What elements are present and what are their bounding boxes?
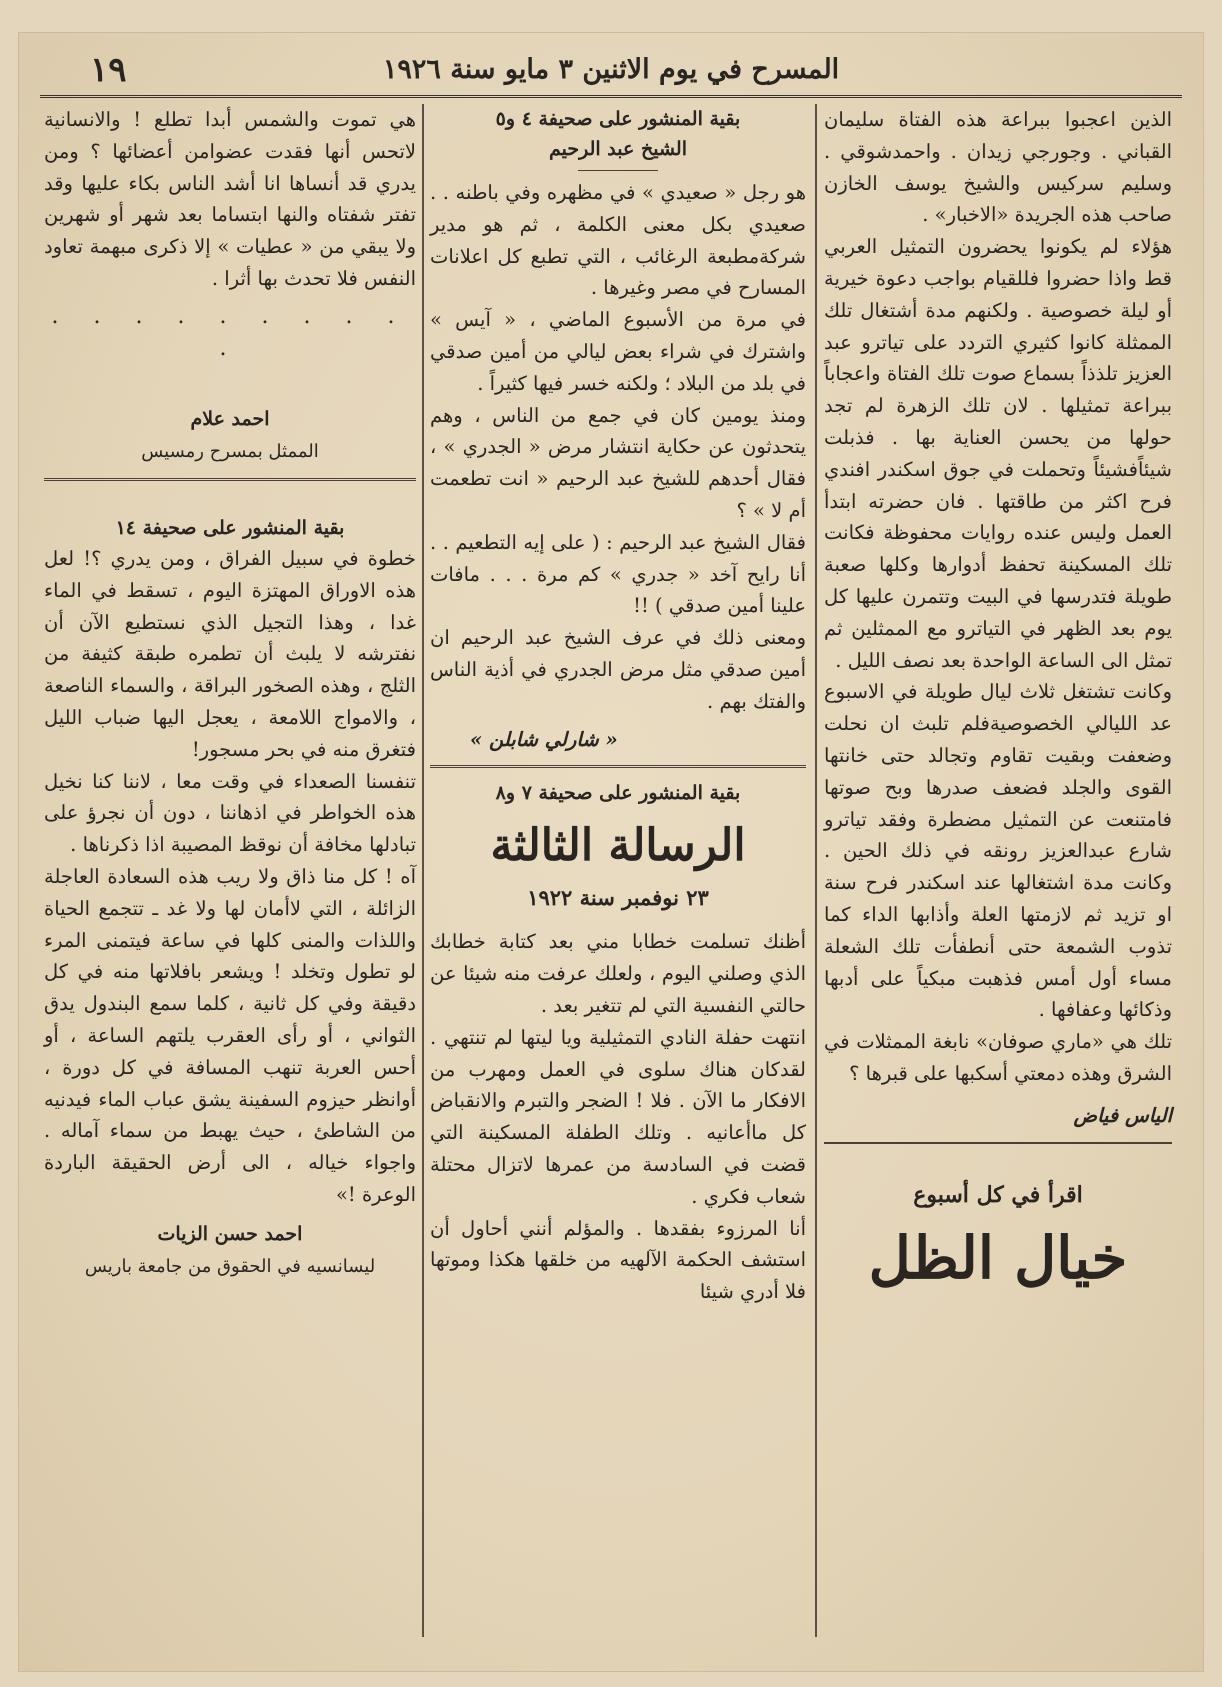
article-paragraph: آه ! كل منا ذاق ولا ريب هذه السعادة العاجلة الزائلة ، التي لاأمان لها ولا غد ـ تتجمع الحياة واللذات والمنى كلها في ساعة فيتمنى المرء لو تطول وتخلد ! ويشعر بافلاتها منه في كل دقيقة وفي كل ثانية ، كلما سمع البندول يدق الثواني ، أو رأى العقرب يلتهم الساعة ، أو أحس العربة تنهب المسافة في كل دورة ، أوانظر حيزوم السفينة يشق عباب الماء فيدنيه من الشاطئ ، حيث يهبط من سماء آماله . واجواء خياله ، الى أرض الحقيقة الباردة الوعرة !»: [44, 864, 416, 1206]
header-title: المسرح في يوم الاثنين ٣ مايو سنة ١٩٢٦: [382, 54, 840, 85]
section-divider: [824, 1142, 1172, 1144]
continuation-note: بقية المنشور على صحيفة ٧ و٨: [495, 782, 741, 805]
author-signature: الياس فياض: [1073, 1103, 1172, 1127]
article-paragraph: تنفسنا الصعداء في وقت معا ، لاننا كنا نخيل هذه الخواطر في اذهاننا ، دون أن نجرؤ على تبادلها مخافة أن نوقظ المصيبة اذا ذكرناها .: [44, 769, 416, 857]
ad-tagline: اقرأ في كل أسبوع: [913, 1181, 1083, 1208]
article-title: الشيخ عبد الرحيم: [549, 138, 687, 160]
author-signature: « شارلي شابلن »: [470, 727, 618, 751]
article-paragraph: خطوة في سبيل الفراق ، ومن يدري ؟! لعل هذه الاوراق المهتزة اليوم ، تسقط في الماء غدا ، وهذا التجيل الذي نستطيع الآن أن نفترشه لا يلبث أن تطمره طبقة كثيفة من الثلج ، وهذه الصخور البراقة ، والسماء الناصعة ، والامواج اللامعة ، يعجل اليها ضباب الليل فتغرق منه في بحر مسجور!: [44, 546, 416, 761]
author-signature: احمد علام: [190, 408, 270, 431]
author-title: ليسانسيه في الحقوق من جامعة باريس: [84, 1255, 376, 1277]
article-paragraph: هو رجل « صعيدي » في مظهره وفي باطنه . . صعيدي بكل معنى الكلمة ، ثم هو مدير شركةمطبعة الرغائب ، التي تطبع كل اعلانات المسارح في مصر وغيرها .: [430, 181, 806, 300]
left-column: [44, 104, 416, 1639]
column-divider-right: [815, 104, 817, 1637]
article-paragraph: هي تموت والشمس أبدا تطلع ! والانسانية لاتحس أنها فقدت عضوامن أعضائها ؟ ومن يدري قد أنساها انا أشد الناس بكاء عليها وقد تفتر شفتاه والنها ابتساما بعد شهر أو شهرين ولا يبقي من « عطيات » إلا ذكرى مبهمة تعاود النفس فلا تحدث بها أثرا .: [44, 108, 416, 290]
article-headline: الرسالة الثالثة: [490, 820, 746, 872]
ellipsis-separator: . . . . . . . . . .: [51, 303, 409, 361]
ad-publication-name: خيال الظل: [868, 1223, 1128, 1292]
article-paragraph: أظنك تسلمت خطابا مني بعد كتابة خطابك الذي وصلني اليوم ، ولعلك عرفت منه شيئا عن حالتي النفسية التي لم تتغير بعد .: [430, 930, 806, 1017]
middle-column: [430, 104, 806, 1639]
page-number: ١٩: [90, 50, 127, 90]
article-paragraph: فقال الشيخ عبد الرحيم : ( على إيه التطعيم . . أنا رايح آخد « جدري » كم مرة . . . مافات علينا أمين صدقي ) !!: [430, 530, 806, 618]
title-underline: [578, 170, 658, 171]
article-paragraph: الذين اعجبوا ببراعة هذه الفتاة سليمان القباني . وجورجي زيدان . واحمدشوقي . وسليم سركيس والشيخ يوسف الخازن صاحب هذه الجريدة «الاخبار» .: [824, 108, 1172, 227]
article-paragraph: تلك هي «ماري صوفان» نابغة الممثلات في الشرق وهذه دمعتي أسكبها على قبرها ؟: [824, 1030, 1172, 1085]
author-title: الممثل بمسرح رمسيس: [141, 441, 319, 463]
article-paragraph: وكانت تشتغل ثلاث ليال طويلة في الاسبوع عد الليالي الخصوصيةفلم تلبث ان نحلت وضعفت وبقيت تقاوم وتجالد حتى خانتها القوى والجلد فضعف صدرها وبح صوتها فامتنعت عن التمثيل مضطرة وفقد تياترو شارع عبدالعزيز رونقه في ذلك الحين . وكانت مدة اشتغالها عند اسكندر فرح سنة او تزيد ثم لازمتها العلة وأذابها الداء كما تذوب الشمعة حتى أنطفأت تلك الشعلة مساء أول أمس فذهبت مبكياً على أدبها وذكائها وعفافها .: [824, 680, 1172, 1022]
right-column: [824, 104, 1172, 1639]
article-paragraph: ومنذ يومين كان في جمع من الناس ، وهم يتحدثون عن حكاية انتشار مرض « الجدري » ، فقال أحدهم للشيخ عبد الرحيم « انت تطعمت أم لا » ؟: [430, 403, 806, 522]
article-paragraph: في مرة من الأسبوع الماضي ، « آيس » واشترك في شراء بعض ليالي من أمين صدقي في بلد من البلاد ؛ ولكنه خسر فيها كثيراً .: [430, 308, 806, 395]
column-divider-left: [422, 104, 424, 1637]
continuation-note: بقية المنشور على صحيفة ١٤: [115, 516, 345, 539]
article-paragraph: انتهت حفلة النادي التمثيلية ويا ليتها لم تنتهي . لقدكان هناك سلوى في العمل ومهرب من الافكار ما الآن . فلا ! الضجر والتبرم والانقباض كل ماأعانيه . وتلك الطفلة المسكينة التي قضت في السادسة من عمرها لاتزال محتلة شعاب فكري .: [430, 1025, 806, 1208]
letter-date: ٢٣ نوفمبر سنة ١٩٢٢: [527, 885, 709, 911]
section-divider: [430, 765, 806, 768]
advertisement: [824, 1178, 1172, 1298]
article-paragraph: أنا المرزوء بفقدها . والمؤلم أنني أحاول أن استشف الحكمة الآلهيه من خلقها هكذا وموتها فلا أدري شيئا: [430, 1216, 806, 1304]
author-signature: احمد حسن الزيات: [157, 1222, 303, 1245]
continuation-note: بقية المنشور على صحيفة ٤ و٥: [495, 108, 741, 130]
article-paragraph: ومعنى ذلك في عرف الشيخ عبد الرحيم ان أمين صدقي مثل مرض الجدري في أذية الناس والفتك بهم .: [430, 626, 806, 713]
page-header: [40, 50, 1182, 98]
section-divider: [44, 478, 416, 481]
article-paragraph: هؤلاء لم يكونوا يحضرون التمثيل العربي قط واذا حضروا فللقيام بواجب دعوة خيرية أو ليلة خصوصية . ولكنهم مدة أشتغال تلك الممثلة كانوا كثيري التردد على تياترو عبد العزيز تلذذاً بسماع صوت تلك الفتاة واعجاباً ببراعة تمثيلها . لان تلك الزهرة لم تجد حولها من يحسن العناية بها . فذبلت شيئاًفشيئاً وتحملت في جوق اسكندر افندي فرح اكثر من طاقتها . فان حضرته ابتدأ العمل وليس عنده روايات محفوظة فكانت تلك المسكينة تحفظ أدوارها وكلها صعبة طويلة فتدرسها في البيت وتتمرن عليها كل يوم بعد الظهر في التياترو مع الممثلين ثم تمثل الى الساعة الواحدة بعد نصف الليل .: [824, 235, 1172, 672]
